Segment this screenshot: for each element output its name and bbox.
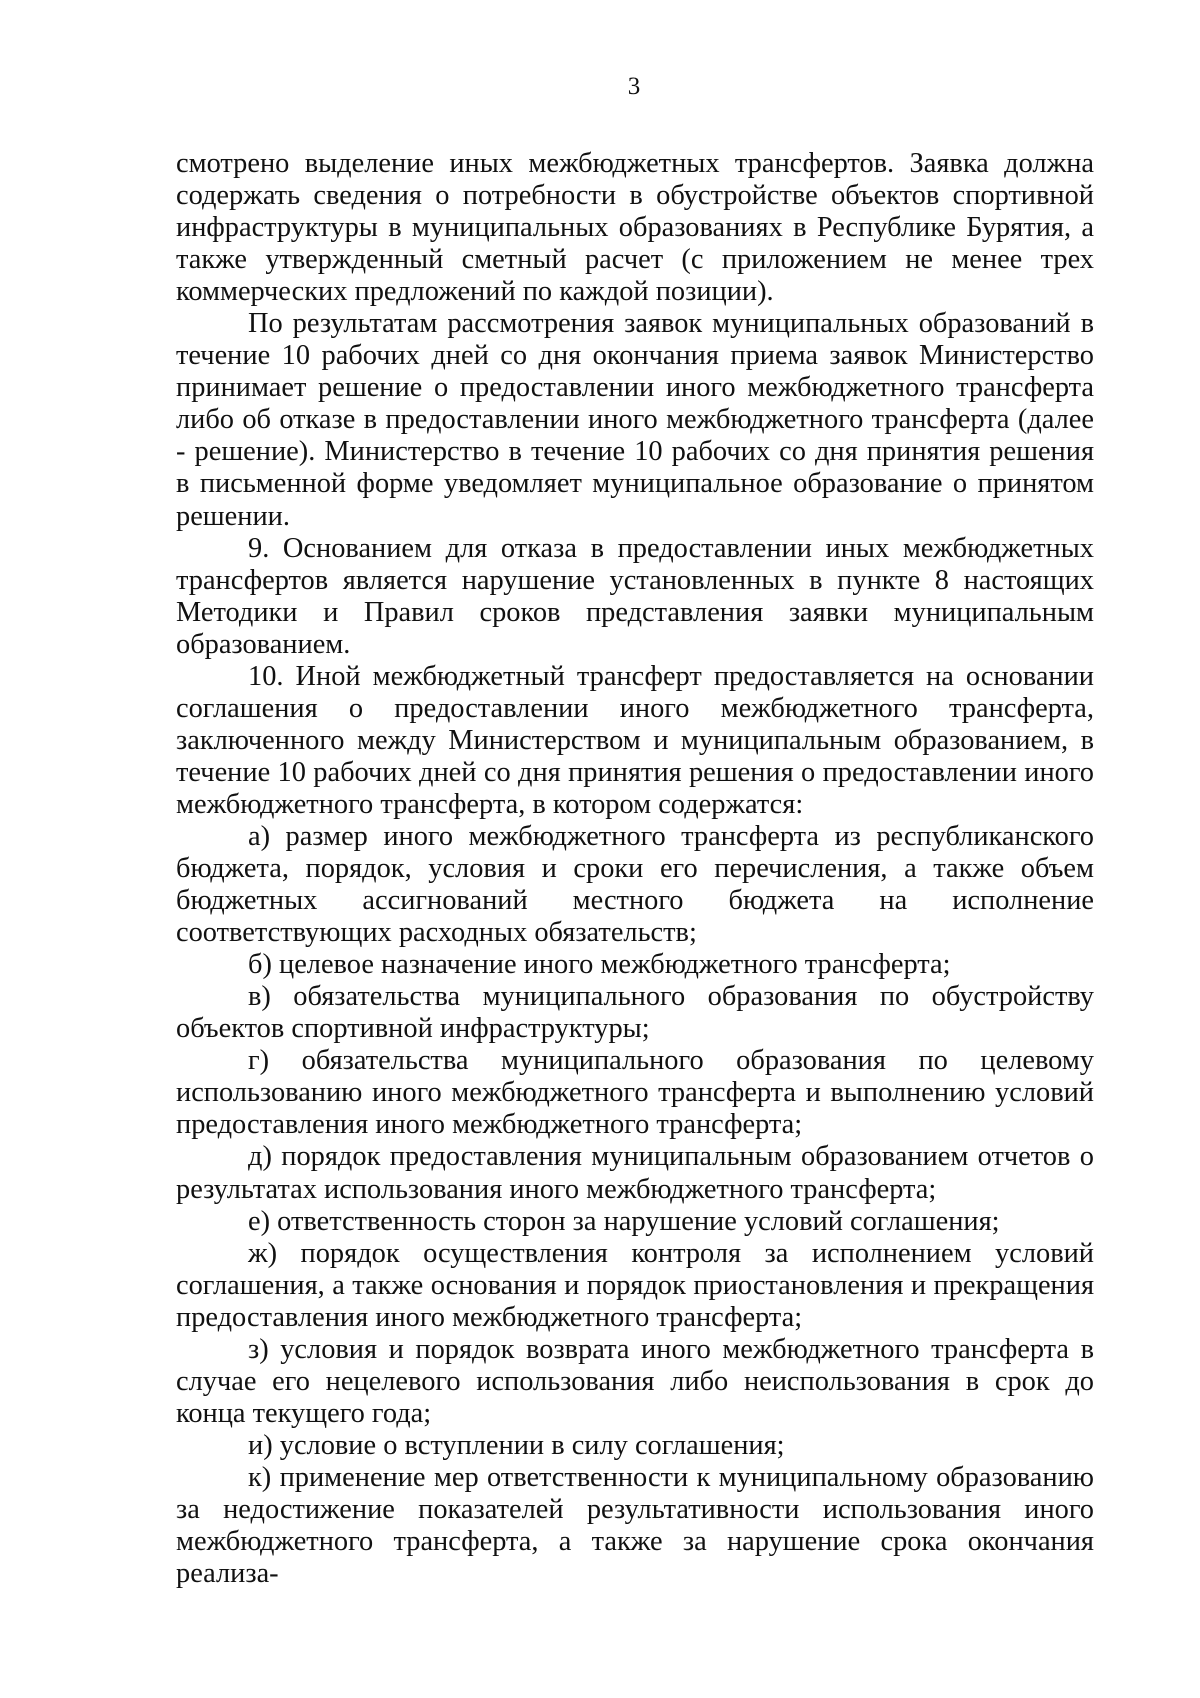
list-item-zh: ж) порядок осуществления контроля за исполнением условий соглашения, а также основания и порядок приостановления и прекращения предоставления иного межбюджетного трансферта; [176, 1237, 1094, 1333]
list-item-g: г) обязательства муниципального образования по целевому использованию иного межбюджетного трансферта и выполнению условий предоставления иного межбюджетного трансферта; [176, 1045, 1094, 1141]
list-item-d: д) порядок предоставления муниципальным образованием отчетов о результатах использования иного межбюджетного трансферта; [176, 1141, 1094, 1205]
document-body [176, 148, 1094, 1590]
list-item-b: б) целевое назначение иного межбюджетного трансферта; [248, 949, 951, 981]
paragraph-item-9: 9. Основанием для отказа в предоставлении иных межбюджетных трансфертов является нарушение установленных в пункте 8 настоящих Методики и Правил сроков представления заявки муниципальным образованием. [176, 532, 1094, 660]
paragraph-review-results: По результатам рассмотрения заявок муниципальных образований в течение 10 рабочих дней со дня окончания приема заявок Министерство принимает решение о предоставлении иного межбюджетного трансферта либо об отказе в предоставлении иного межбюджетного трансферта (далее - решение). Министерство в течение 10 рабочих со дня принятия решения в письменной форме уведомляет муниципальное образование о принятом решении. [176, 308, 1094, 532]
list-item-a: а) размер иного межбюджетного трансферта из республиканского бюджета, порядок, условия и сроки его перечисления, а также объем бюджетных ассигнований местного бюджета на исполнение соответствующих расходных обязательств; [176, 820, 1094, 949]
list-item-z: з) условия и порядок возврата иного межбюджетного трансферта в случае его нецелевого использования либо неиспользования в срок до конца текущего года; [176, 1333, 1094, 1429]
list-item-i: и) условие о вступлении в силу соглашения; [248, 1429, 785, 1461]
paragraph-continuation: смотрено выделение иных межбюджетных трансфертов. Заявка должна содержать сведения о потребности в обустройстве объектов спортивной инфраструктуры в муниципальных образованиях в Республике Бурятия, а также утвержденный сметный расчет (с приложением не менее трех коммерческих предложений по каждой позиции). [176, 148, 1094, 308]
list-item-e: е) ответственность сторон за нарушение условий соглашения; [248, 1205, 1000, 1237]
paragraph-item-10: 10. Иной межбюджетный трансферт предоставляется на основании соглашения о предоставлении иного межбюджетного трансферта, заключенного между Министерством и муниципальным образованием, в течение 10 рабочих дней со дня принятия решения о предоставлении иного межбюджетного трансферта, в котором содержатся: [176, 660, 1094, 820]
page-number: 3 [627, 73, 641, 100]
list-item-k: к) применение мер ответственности к муниципальному образованию за недостижение показателей результативности использования иного межбюджетного трансферта, а также за нарушение срока окончания реализа- [176, 1461, 1094, 1590]
list-item-v: в) обязательства муниципального образования по обустройству объектов спортивной инфраструктуры; [176, 981, 1094, 1045]
